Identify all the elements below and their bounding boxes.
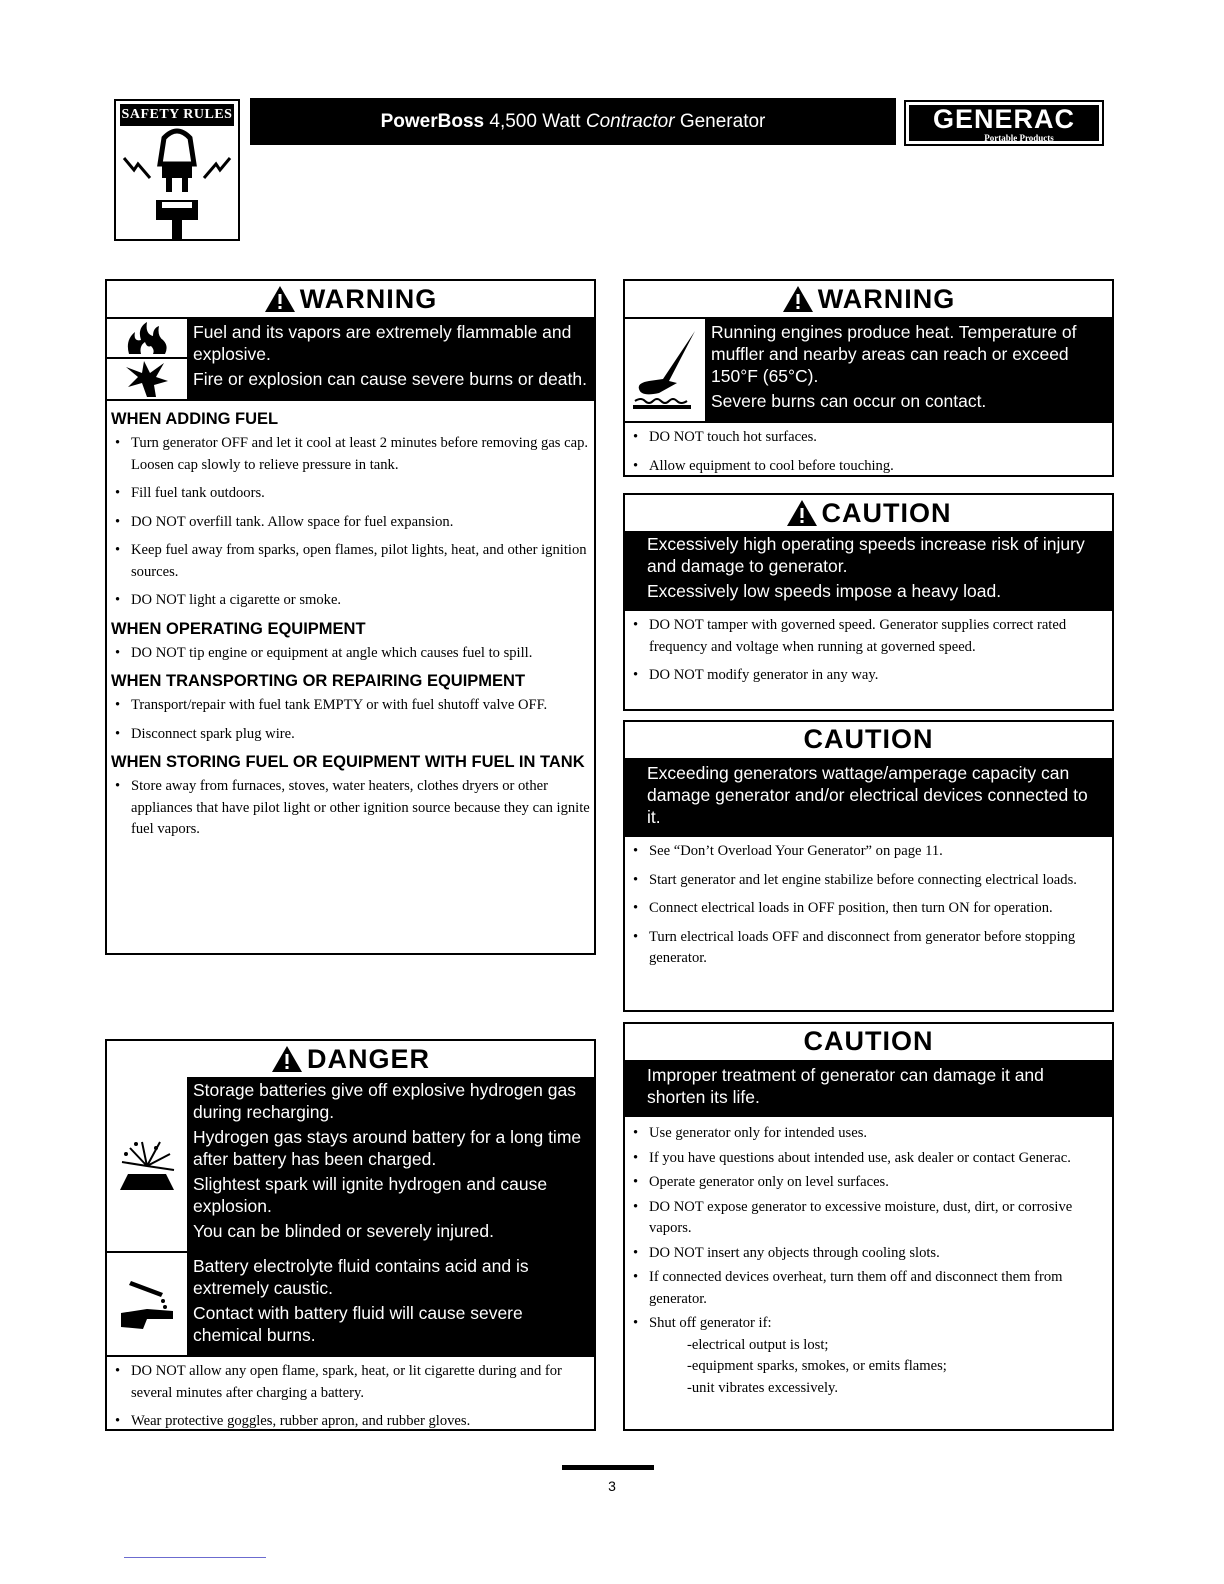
electrical-plug-icon — [116, 128, 238, 240]
list-item: • If you have questions about intended use, ask dealer or contact Generac. — [629, 1148, 1108, 1170]
treatment-hazard-block — [625, 1060, 1112, 1115]
warning-triangle-icon — [786, 499, 818, 527]
list-item-shutoff: • Shut off generator if: -electrical output is lost; -equipment sparks, smokes, or emits flames; -unit vibrates excessively. — [629, 1313, 1108, 1399]
treatment-caution-title: CAUTION — [803, 1025, 934, 1056]
speed-caution-panel — [623, 493, 1114, 711]
list-item: • Operate generator only on level surfaces. — [629, 1172, 1108, 1194]
list-item: • Turn generator OFF and let it cool at least 2 minutes before removing gas cap. Loosen cap slowly to relieve pressure in tank. — [111, 433, 590, 476]
battery-hazard-injury: You can be blinded or severely injured. — [193, 1221, 494, 1241]
fuel-hazard-row — [107, 317, 594, 399]
battery-explosion-row — [107, 1077, 594, 1251]
shutoff-condition: -equipment sparks, smokes, or emits flames; — [687, 1358, 947, 1374]
fuel-hazard-fire: Fire or explosion can cause severe burns or death. — [193, 369, 587, 389]
logo-wordmark: GENERAC — [932, 104, 1075, 134]
speed-caution-title: CAUTION — [625, 495, 1112, 531]
shutoff-condition: -unit vibrates excessively. — [687, 1379, 839, 1396]
list-item: • DO NOT insert any objects through cooling slots. — [629, 1243, 1108, 1265]
speed-hazard-low: Excessively low speeds impose a heavy load. — [647, 581, 1002, 601]
list-item: • Allow equipment to cool before touching. — [629, 456, 1108, 478]
battery-danger-title: DANGER — [107, 1041, 594, 1077]
overload-hazard: Exceeding generators wattage/amperage capacity can damage generator and/or electrical devices connected to it. — [647, 763, 1088, 827]
explosion-icon — [107, 357, 187, 399]
list-item: • Start generator and let engine stabilize before connecting electrical loads. — [629, 870, 1108, 892]
list-item: • Disconnect spark plug wire. — [111, 724, 590, 746]
section-heading: WHEN ADDING FUEL — [111, 410, 279, 428]
list-item: • See “Don’t Overload Your Generator” on page 11. — [629, 841, 1108, 863]
list-item: • If connected devices overheat, turn them off and disconnect them from generator. — [629, 1267, 1108, 1310]
speed-hazard-high: Excessively high operating speeds increase risk of injury and damage to generator. — [647, 534, 1085, 576]
battery-hazard-burns: Contact with battery fluid will cause severe chemical burns. — [193, 1303, 523, 1345]
bottom-rule — [124, 1557, 266, 1558]
battery-hazard-gas: Storage batteries give off explosive hydrogen gas during recharging. — [193, 1080, 576, 1122]
list-item: • DO NOT tamper with governed speed. Generator supplies correct rated frequency and voltage when running at governed speed. — [629, 615, 1108, 658]
page-number: 3 — [608, 1478, 616, 1494]
logo-subtitle: Portable Products — [984, 133, 1054, 143]
flame-icon — [107, 319, 187, 357]
section-heading: WHEN STORING FUEL OR EQUIPMENT WITH FUEL IN TANK — [111, 753, 585, 771]
fuel-warning-panel — [105, 279, 596, 955]
model-type: Contractor — [585, 111, 675, 132]
battery-danger-panel — [105, 1039, 596, 1431]
hot-surface-hand-icon — [625, 319, 705, 421]
warning-triangle-icon — [271, 1045, 303, 1073]
brand-name: PowerBoss — [380, 111, 485, 132]
list-item: • Store away from furnaces, stoves, water heaters, clothes dryers or other appliances that have pilot light or other ignition source because they can ignite fuel vapors. — [111, 776, 590, 841]
list-item: • Connect electrical loads in OFF position, then turn ON for operation. — [629, 898, 1108, 920]
overload-caution-panel — [623, 720, 1114, 1012]
list-item: • Turn electrical loads OFF and disconnect from generator before stopping generator. — [629, 927, 1108, 970]
list-item: • DO NOT allow any open flame, spark, heat, or lit cigarette during and for several minutes after charging a battery. — [111, 1361, 590, 1404]
product-name: Generator — [679, 111, 766, 132]
header-title-bar — [250, 98, 896, 145]
list-item: • DO NOT touch hot surfaces. — [629, 427, 1108, 449]
treatment-hazard: Improper treatment of generator can damage it and shorten its life. — [647, 1065, 1044, 1107]
list-item: • DO NOT expose generator to excessive moisture, dust, dirt, or corrosive vapors. — [629, 1197, 1108, 1240]
generac-logo — [904, 100, 1104, 146]
heat-hazard-row — [625, 317, 1112, 421]
heat-hazard-temperature: Running engines produce heat. Temperature of muffler and nearby areas can reach or exceed 150°F (65°C). — [711, 322, 1077, 386]
page-divider — [562, 1465, 654, 1470]
list-item: • Transport/repair with fuel tank EMPTY or with fuel shutoff valve OFF. — [111, 695, 590, 717]
section-heading: WHEN TRANSPORTING OR REPAIRING EQUIPMENT — [111, 672, 526, 690]
safety-rules-label: SAFETY RULES — [120, 104, 234, 126]
battery-hazard-spark: Slightest spark will ignite hydrogen and cause explosion. — [193, 1174, 548, 1216]
shutoff-condition: -electrical output is lost; — [687, 1336, 829, 1353]
warning-triangle-icon — [264, 285, 296, 313]
overload-caution-title: CAUTION — [803, 723, 934, 754]
battery-hazard-acid: Battery electrolyte fluid contains acid and is extremely caustic. — [193, 1256, 529, 1298]
battery-acid-row — [107, 1251, 594, 1355]
list-item: • Wear protective goggles, rubber apron, and rubber gloves. — [111, 1411, 590, 1433]
warning-triangle-icon — [782, 285, 814, 313]
safety-rules-emblem — [114, 99, 240, 241]
list-item: • DO NOT modify generator in any way. — [629, 665, 1108, 687]
heat-warning-panel — [623, 279, 1114, 477]
fuel-hazard-flammable: Fuel and its vapors are extremely flammable and explosive. — [193, 322, 572, 364]
battery-hazard-linger: Hydrogen gas stays around battery for a long time after battery has been charged. — [193, 1127, 582, 1169]
section-heading: WHEN OPERATING EQUIPMENT — [111, 619, 366, 638]
list-item: • Use generator only for intended uses. — [629, 1123, 1108, 1145]
list-item: • Fill fuel tank outdoors. — [111, 483, 590, 505]
wattage: 4,500 Watt — [489, 111, 581, 132]
battery-explosion-icon — [107, 1077, 187, 1251]
heat-hazard-burns: Severe burns can occur on contact. — [711, 391, 987, 411]
overload-hazard-block — [625, 758, 1112, 835]
list-item: • Keep fuel away from sparks, open flames, pilot lights, heat, and other ignition sources. — [111, 540, 590, 583]
acid-on-hand-icon — [107, 1253, 187, 1355]
list-item: • DO NOT tip engine or equipment at angle which causes fuel to spill. — [111, 643, 590, 665]
fuel-warning-title: WARNING — [107, 281, 594, 317]
heat-warning-title: WARNING — [625, 281, 1112, 317]
speed-hazard-block — [625, 531, 1112, 609]
list-item: • DO NOT light a cigarette or smoke. — [111, 590, 590, 612]
treatment-caution-panel — [623, 1022, 1114, 1431]
list-item: • DO NOT overfill tank. Allow space for fuel expansion. — [111, 512, 590, 534]
